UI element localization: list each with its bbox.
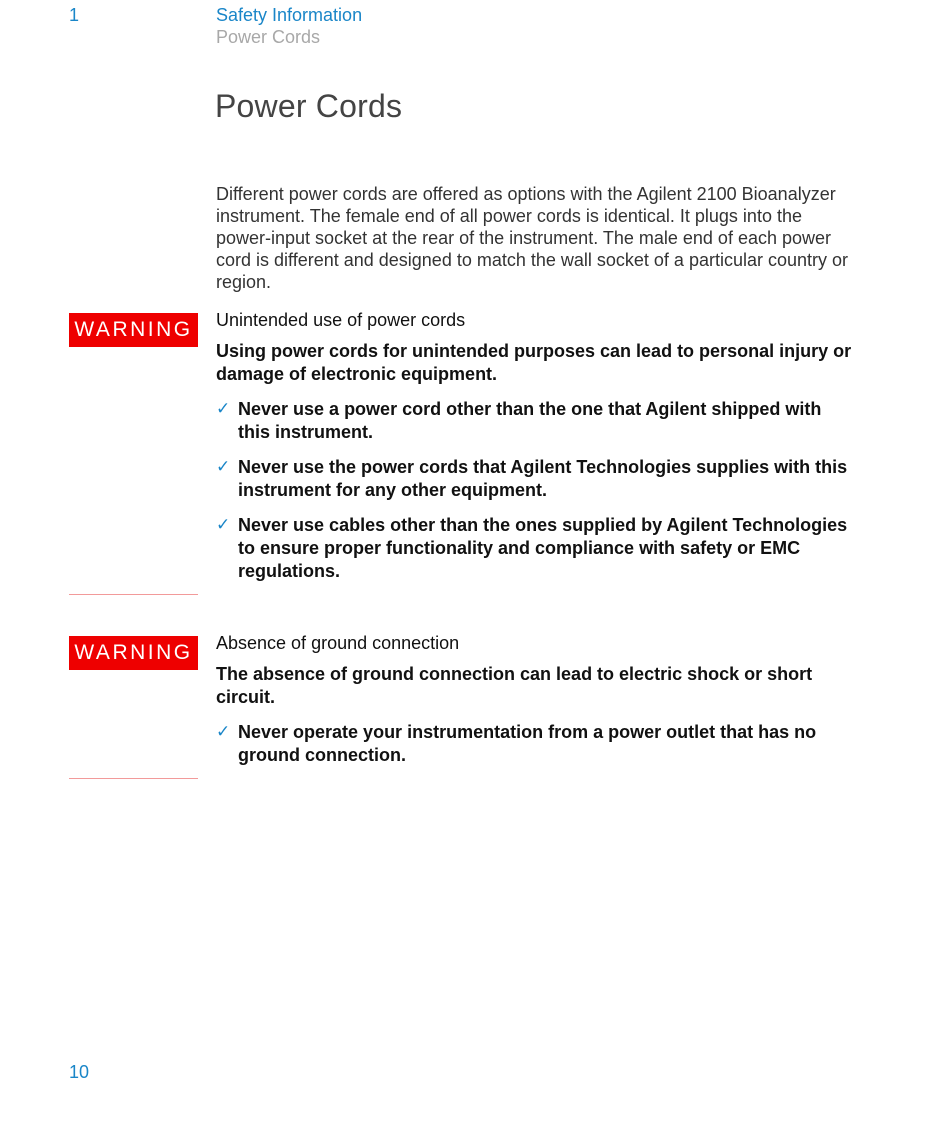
warning-check-list	[216, 721, 856, 779]
warning-title: Unintended use of power cords	[216, 310, 466, 330]
list-item-text: Never use the power cords that Agilent Technologies supplies with this instrument for any other equipment.	[238, 457, 848, 500]
checkmark-icon: ✓	[216, 722, 231, 742]
warning-divider	[69, 594, 198, 595]
intro-paragraph: Different power cords are offered as options with the Agilent 2100 Bioanalyzer instrument. The female end of all power cords is identical. It plugs into the power-input socket at the rear of the instrument. The male end of each power cord is different and designed to match the wall socket of a particular country or region.	[216, 184, 849, 292]
chapter-title: Safety Information	[216, 5, 363, 25]
warning-title: Absence of ground connection	[216, 633, 460, 653]
warning-label: WARNING	[69, 313, 198, 347]
warning-text: The absence of ground connection can lead to electric shock or short circuit.	[216, 664, 813, 707]
chapter-number: 1	[69, 5, 80, 25]
checkmark-icon: ✓	[216, 457, 231, 477]
warning-divider	[69, 778, 198, 779]
warning-check-list	[216, 398, 856, 595]
checkmark-icon: ✓	[216, 515, 231, 535]
list-item	[216, 721, 856, 767]
checkmark-icon: ✓	[216, 399, 231, 419]
page-number: 10	[69, 1062, 90, 1082]
list-item	[216, 398, 856, 444]
list-item-text: Never use cables other than the ones supplied by Agilent Technologies to ensure proper functionality and compliance with safety or EMC regulations.	[238, 515, 848, 581]
list-item	[216, 514, 856, 583]
list-item	[216, 456, 856, 502]
section-subtitle: Power Cords	[216, 27, 321, 47]
list-item-text: Never use a power cord other than the one that Agilent shipped with this instrument.	[238, 399, 822, 442]
warning-text: Using power cords for unintended purposes can lead to personal injury or damage of electronic equipment.	[216, 341, 852, 384]
page-title: Power Cords	[215, 88, 403, 124]
warning-label: WARNING	[69, 636, 198, 670]
list-item-text: Never operate your instrumentation from a power outlet that has no ground connection.	[238, 722, 817, 765]
